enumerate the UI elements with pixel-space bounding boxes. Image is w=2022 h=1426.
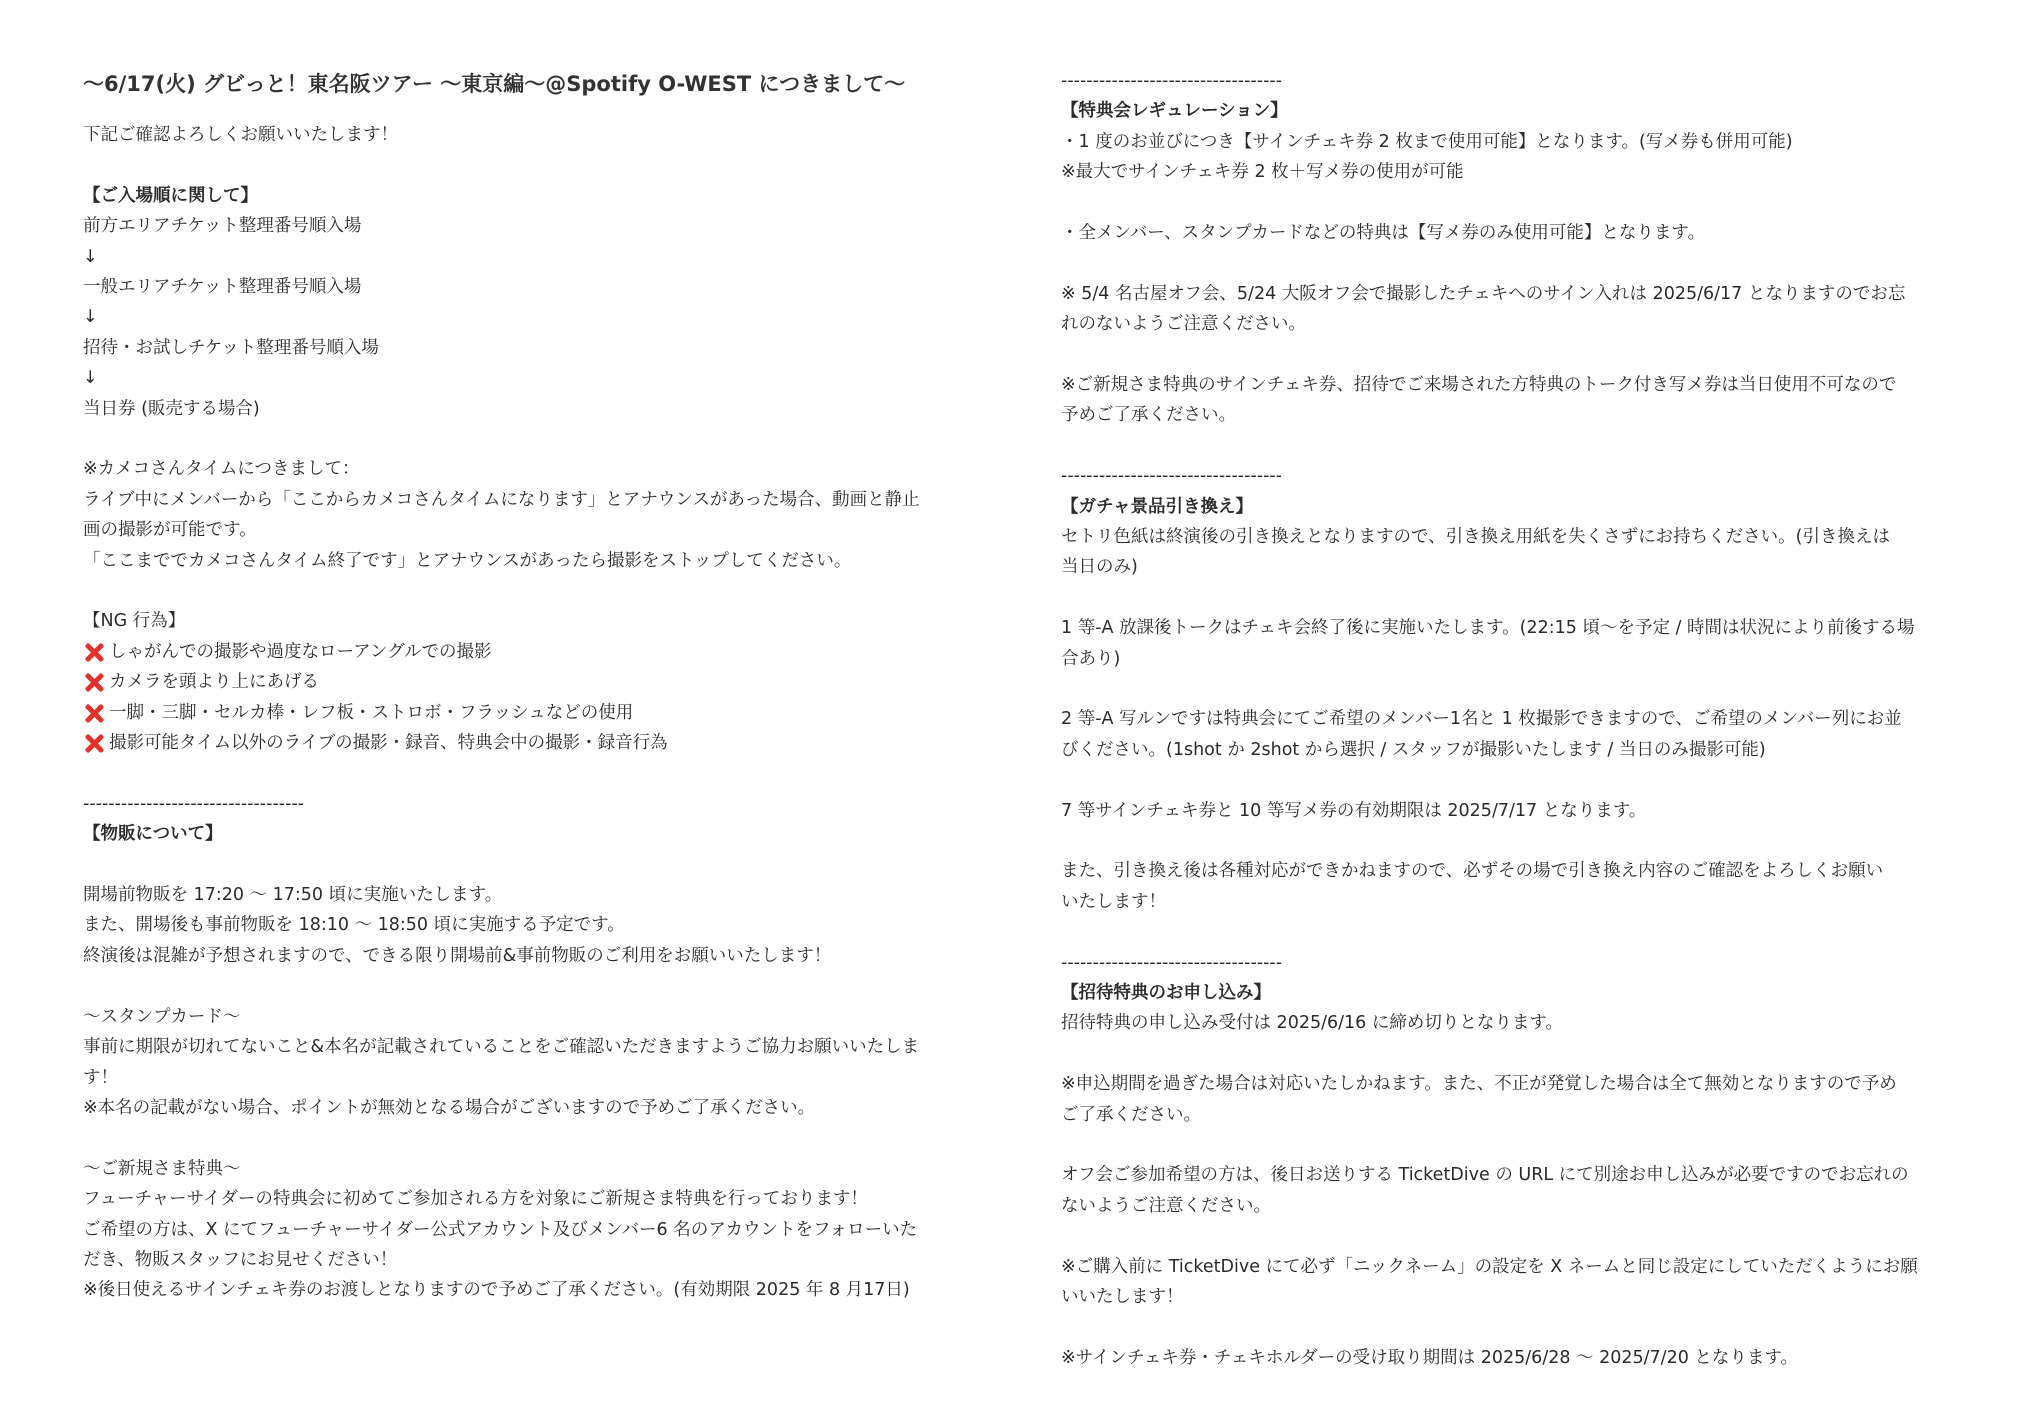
ng-item-text: 撮影可能タイム以外のライブの撮影・録音、特典会中の撮影・録音行為 <box>109 733 668 754</box>
stamp-line: す！ <box>83 1067 118 1088</box>
regulation-line: ※最大でサインチェキ券 2 枚＋写メ券の使用が可能 <box>1061 162 1464 183</box>
invite-line <box>1061 1221 1961 1251</box>
page-title: 〜6/17(火) グビっと！東名阪ツアー 〜東京編〜@Spotify O-WEST につきまして〜 <box>83 72 906 96</box>
stamp-card-section <box>83 1002 983 1124</box>
section-divider: ----------------------------------- <box>1061 71 1283 91</box>
entry-line: 前方エリアチケット整理番号順入場 <box>83 216 362 237</box>
regulation-heading: 【特典会レギュレーション】 <box>1061 101 1288 122</box>
ng-item-text: 一脚・三脚・セルカ棒・レフ板・ストロボ・フラッシュなどの使用 <box>109 702 634 723</box>
cross-mark-icon <box>83 732 105 754</box>
left-column <box>83 64 983 1306</box>
newcomer-line: だき、物販スタッフにお見せください！ <box>83 1249 398 1270</box>
regulation-line <box>1061 340 1961 370</box>
ng-heading: 【NG 行為】 <box>83 611 186 632</box>
regulation-line: 予めご了承ください。 <box>1061 405 1236 426</box>
section-divider: ----------------------------------- <box>1061 952 1283 973</box>
ng-list <box>83 637 983 759</box>
stamp-line: ※本名の記載がない場合、ポイントが無効となる場合がございますので予めご了承ください。 <box>83 1097 816 1118</box>
stamp-line: 〜スタンプカード〜 <box>83 1006 241 1027</box>
ng-item-text: しゃがんでの撮影や過度なローアングルでの撮影 <box>109 641 492 662</box>
invite-line: ※サインチェキ券・チェキホルダーの受け取り期間は 2025/6/28 〜 2025/7/20 となります。 <box>1061 1347 1798 1368</box>
right-column <box>1061 66 1961 1373</box>
spacer <box>83 971 983 1001</box>
newcomer-line: 〜ご新規さま特典〜 <box>83 1158 241 1179</box>
ng-item <box>83 667 983 697</box>
invite-line: ※ご購入前に TicketDive にて必ず「ニックネーム」の設定を X ネームと同じ設定にしていただくようにお願 <box>1061 1256 1918 1277</box>
invite-line <box>1061 1130 1961 1160</box>
ng-item-text: カメラを頭より上にあげる <box>109 672 319 693</box>
gacha-line: びください。(1shot か 2shot から選択 / スタッフが撮影いたします / 当日のみ撮影可能) <box>1061 739 1766 760</box>
down-arrow: ↓ <box>83 246 98 267</box>
newcomer-section <box>83 1154 983 1306</box>
gacha-line: また、引き換え後は各種対応ができかねますので、必ずその場で引き換え内容のご確認をよろしくお願い <box>1061 861 1884 882</box>
spacer <box>83 576 983 606</box>
invite-line: ないようご注意ください。 <box>1061 1195 1271 1216</box>
gacha-line <box>1061 826 1961 856</box>
gacha-line: 1 等-A 放課後トークはチェキ会終了後に実施いたします。(22:15 頃〜を予定 / 時間は状況により前後する場 <box>1061 618 1915 639</box>
entry-line: 当日券 (販売する場合) <box>83 398 260 419</box>
spacer <box>1061 431 1961 461</box>
spacer <box>83 1123 983 1153</box>
regulation-section <box>1061 127 1961 431</box>
gacha-line: いたします！ <box>1061 891 1166 912</box>
gacha-line <box>1061 765 1961 795</box>
newcomer-line: ※後日使えるサインチェキ券のお渡しとなりますので予めご了承ください。(有効期限 2025 年 8 月17日) <box>83 1280 910 1301</box>
merch-heading: 【物販について】 <box>83 824 223 845</box>
section-divider: ----------------------------------- <box>83 793 305 814</box>
regulation-line: ※ご新規さま特典のサインチェキ券、招待でご来場された方特典のトーク付き写メ券は当日使用不可なので <box>1061 375 1897 396</box>
regulation-line: ・全メンバー、スタンプカードなどの特典は【写メ券のみ使用可能】となります。 <box>1061 223 1705 244</box>
kameko-line: 画の撮影が可能です。 <box>83 520 257 541</box>
entry-line: 一般エリアチケット整理番号順入場 <box>83 277 362 298</box>
kameko-section <box>83 454 983 576</box>
invite-line: オフ会ご参加希望の方は、後日お送りする TicketDive の URL にて別途お申し込みが必要ですのでお忘れの <box>1061 1165 1909 1186</box>
kameko-line: 「ここまででカメコさんタイム終了です」とアナウンスがあったら撮影をストップしてください。 <box>83 550 852 571</box>
spacer <box>83 758 983 788</box>
gacha-line: 2 等-A 写ルンですは特典会にてご希望のメンバー1名と 1 枚撮影できますので、ご希望のメンバー列にお並 <box>1061 709 1902 730</box>
entry-line: 招待・お試しチケット整理番号順入場 <box>83 337 379 358</box>
regulation-line: れのないようご注意ください。 <box>1061 314 1306 335</box>
section-divider: ----------------------------------- <box>1061 466 1283 487</box>
gacha-line: セトリ色紙は終演後の引き換えとなりますので、引き換え用紙を失くさずにお持ちください。(引き換えは <box>1061 527 1890 548</box>
gacha-line: 7 等サインチェキ券と 10 等写メ券の有効期限は 2025/7/17 となります。 <box>1061 800 1647 821</box>
gacha-section <box>1061 522 1961 917</box>
invite-line: いいたします！ <box>1061 1287 1184 1308</box>
ng-item <box>83 637 983 667</box>
invite-line <box>1061 1039 1961 1069</box>
ng-item <box>83 728 983 758</box>
cross-mark-icon <box>83 641 105 663</box>
newcomer-line: ご希望の方は、X にてフューチャーサイダー公式アカウント及びメンバー6 名のアカウントをフォローいた <box>83 1219 918 1240</box>
down-arrow: ↓ <box>83 368 98 389</box>
merch-line: 開場前物販を 17:20 〜 17:50 頃に実施いたします。 <box>83 885 503 906</box>
invite-line: ご了承ください。 <box>1061 1104 1201 1125</box>
merch-section <box>83 880 983 971</box>
gacha-line <box>1061 583 1961 613</box>
newcomer-line: フューチャーサイダーの特典会に初めてご参加される方を対象にご新規さま特典を行っております！ <box>83 1189 868 1210</box>
cross-mark-icon <box>83 702 105 724</box>
gacha-line <box>1061 674 1961 704</box>
regulation-line <box>1061 188 1961 218</box>
spacer <box>83 850 983 880</box>
invite-line: 招待特典の申し込み受付は 2025/6/16 に締め切りとなります。 <box>1061 1013 1563 1034</box>
ng-item <box>83 698 983 728</box>
invite-line <box>1061 1312 1961 1342</box>
gacha-line: 合あり) <box>1061 648 1121 669</box>
invite-section <box>1061 1008 1961 1373</box>
merch-line: また、開場後も事前物販を 18:10 〜 18:50 頃に実施する予定です。 <box>83 915 625 936</box>
spacer <box>83 150 983 180</box>
kameko-line: ※カメコさんタイムにつきまして： <box>83 459 360 480</box>
cross-mark-icon <box>83 671 105 693</box>
spacer <box>83 424 983 454</box>
invite-line: ※申込期間を過ぎた場合は対応いたしかねます。また、不正が発覚した場合は全て無効となりますので予め <box>1061 1074 1897 1095</box>
invite-heading: 【招待特典のお申し込み】 <box>1061 983 1271 1004</box>
stamp-line: 事前に期限が切れてないこと&本名が記載されていることをご確認いただきますようご協力お願いいたしま <box>83 1037 920 1058</box>
entry-heading: 【ご入場順に関して】 <box>83 185 258 206</box>
regulation-line: ・1 度のお並びにつき【サインチェキ券 2 枚まで使用可能】となります。(写メ券も併用可能) <box>1061 131 1793 152</box>
merch-line: 終演後は混雑が予想されますので、できる限り開場前&事前物販のご利用をお願いいたします！ <box>83 945 832 966</box>
regulation-line: ※ 5/4 名古屋オフ会、5/24 大阪オフ会で撮影したチェキへのサイン入れは 2025/6/17 となりますのでお忘 <box>1061 283 1906 304</box>
down-arrow: ↓ <box>83 307 98 328</box>
regulation-line <box>1061 248 1961 278</box>
kameko-line: ライブ中にメンバーから「ここからカメコさんタイムになります」とアナウンスがあった場合、動画と静止 <box>83 489 920 510</box>
entry-order-list <box>83 211 983 424</box>
spacer <box>1061 917 1961 947</box>
intro-text: 下記ご確認よろしくお願いいたします！ <box>83 125 398 145</box>
gacha-heading: 【ガチャ景品引き換え】 <box>1061 496 1253 517</box>
gacha-line: 当日のみ) <box>1061 557 1138 578</box>
